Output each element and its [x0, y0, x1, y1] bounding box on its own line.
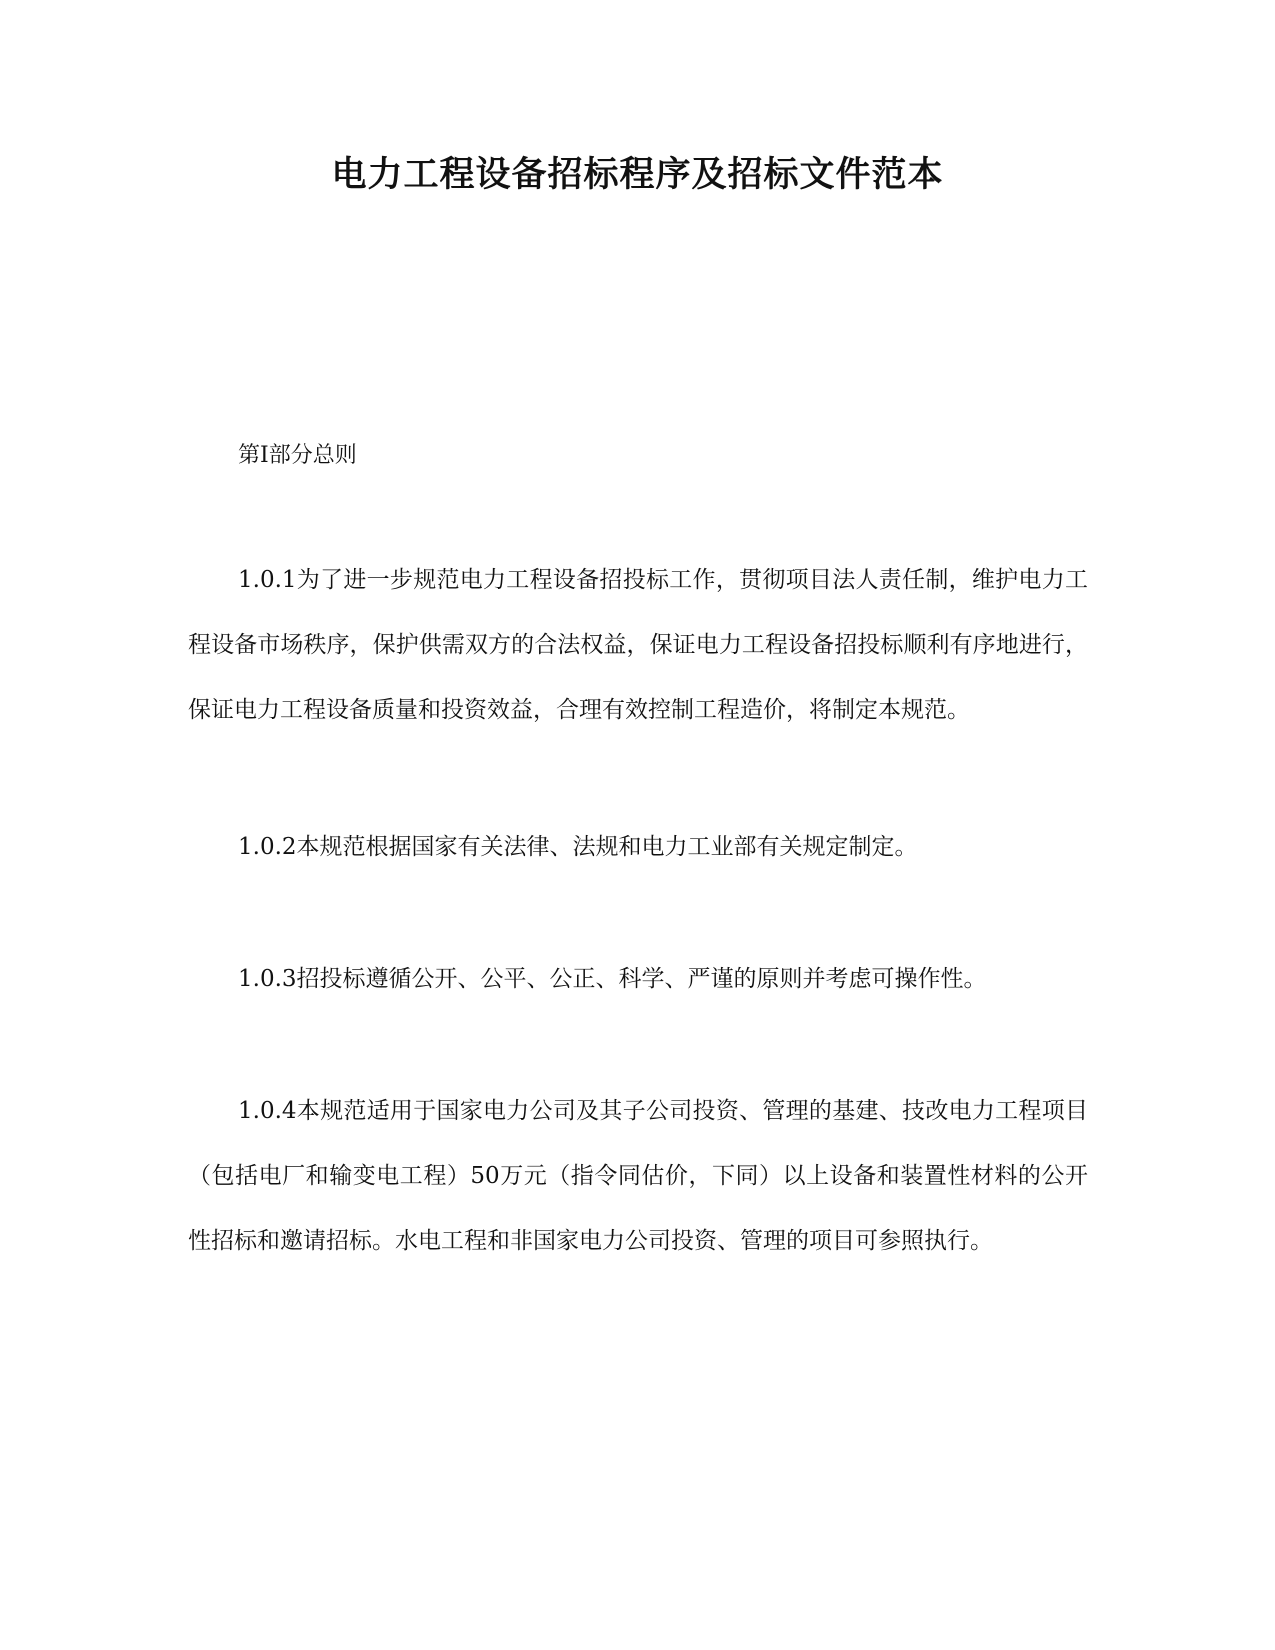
paragraph-1-0-2: 1.0.2本规范根据国家有关法律、法规和电力工业部有关规定制定。	[238, 834, 918, 860]
paragraph-1-0-1: 1.0.1为了进一步规范电力工程设备招投标工作，贯彻项目法人责任制，维护电力工程设备市场秩序，保护供需双方的合法权益，保证电力工程设备招投标顺利有序地进行，保证电力工程设备质量和投资效益，合理有效控制工程造价，将制定本规范。	[188, 567, 1088, 723]
document-body	[188, 436, 1088, 1274]
paragraph-1-0-3: 1.0.3招投标遵循公开、公平、公正、科学、严谨的原则并考虑可操作性。	[238, 966, 987, 992]
section-heading: 第I部分总则	[238, 443, 357, 468]
document-title: 电力工程设备招标程序及招标文件范本	[331, 155, 944, 195]
paragraph-1-0-4: 1.0.4本规范适用于国家电力公司及其子公司投资、管理的基建、技改电力工程项目（包括电厂和输变电工程）50万元（指令同估价，下同）以上设备和装置性材料的公开性招标和邀请招标。水电工程和非国家电力公司投资、管理的项目可参照执行。	[188, 1098, 1088, 1254]
